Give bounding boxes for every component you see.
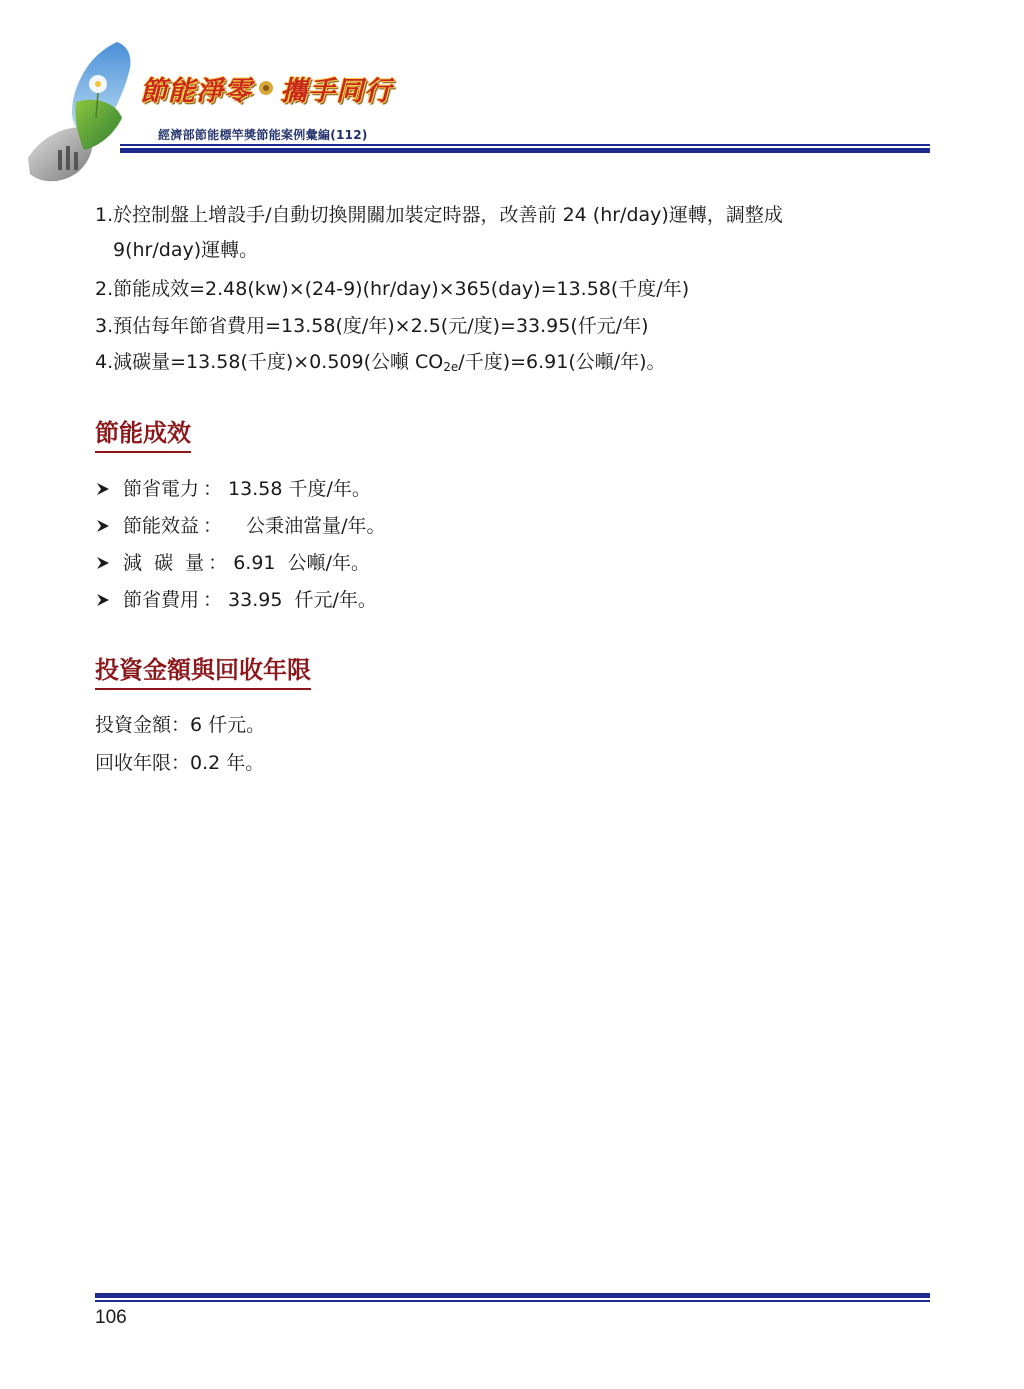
calculation-line-4-before: 4.減碳量=13.58(千度)×0.509(公噸 CO — [95, 351, 444, 373]
header-divider-thick — [120, 148, 930, 153]
taiwan-leaf-logo-icon — [22, 38, 172, 188]
bullet-item-carbon-reduction — [95, 550, 370, 576]
calculation-line-4 — [95, 349, 666, 380]
bullet-label: 減 碳 量 — [123, 552, 205, 574]
bullet-item-power-saving — [95, 476, 371, 502]
footer-divider-thin — [95, 1300, 930, 1302]
bullet-item-energy-benefit — [95, 513, 386, 539]
bullet-separator: ： — [203, 515, 223, 537]
co2e-subscript: 2e — [443, 360, 459, 374]
calculation-line-2: 2.節能成效=2.48(kw)×(24-9)(hr/day)×365(day)=13.58(千度/年) — [95, 278, 690, 300]
energy-savings-heading: 節能成效 — [95, 418, 191, 453]
arrowhead-bullet-icon — [95, 518, 111, 534]
calculation-line-1: 1.於控制盤上增設手/自動切換開關加裝定時器，改善前 24 (hr/day)運轉，調整成 — [95, 204, 783, 226]
payback-period: 回收年限：0.2 年。 — [95, 752, 265, 774]
bullet-item-cost-saving — [95, 587, 377, 613]
flower-emblem-icon — [258, 80, 274, 96]
investment-payback-heading: 投資金額與回收年限 — [95, 655, 311, 690]
page-number: 106 — [95, 1307, 127, 1328]
publication-subtitle: 經濟部節能標竿獎節能案例彙編(112) — [158, 128, 368, 142]
bullet-label: 節能效益 — [123, 515, 200, 537]
bullet-value: 13.58 千度/年。 — [228, 478, 371, 500]
bullet-value: 公秉油當量/年。 — [228, 515, 386, 537]
bullet-separator: ： — [208, 552, 228, 574]
bullet-label: 節省費用 — [123, 589, 200, 611]
arrowhead-bullet-icon — [95, 555, 111, 571]
banner-title — [140, 66, 392, 110]
calculation-line-1-continued: 9(hr/day)運轉。 — [113, 239, 259, 261]
bullet-value: 6.91 公噸/年。 — [233, 552, 370, 574]
bullet-separator: ： — [203, 478, 223, 500]
banner-title-part2: 攜手同行 — [280, 75, 392, 107]
investment-amount: 投資金額：6 仟元。 — [95, 714, 266, 736]
footer-divider-thick — [95, 1293, 930, 1298]
bullet-separator: ： — [203, 589, 223, 611]
bullet-label: 節省電力 — [123, 478, 200, 500]
calculation-line-4-after: /千度)=6.91(公噸/年)。 — [458, 351, 666, 373]
header-divider-thin — [120, 144, 930, 146]
arrowhead-bullet-icon — [95, 481, 111, 497]
arrowhead-bullet-icon — [95, 592, 111, 608]
banner-title-part1: 節能淨零 — [140, 75, 252, 107]
calculation-line-3: 3.預估每年節省費用=13.58(度/年)×2.5(元/度)=33.95(仟元/年) — [95, 315, 649, 337]
page-header — [0, 0, 1024, 190]
bullet-value: 33.95 仟元/年。 — [228, 589, 377, 611]
